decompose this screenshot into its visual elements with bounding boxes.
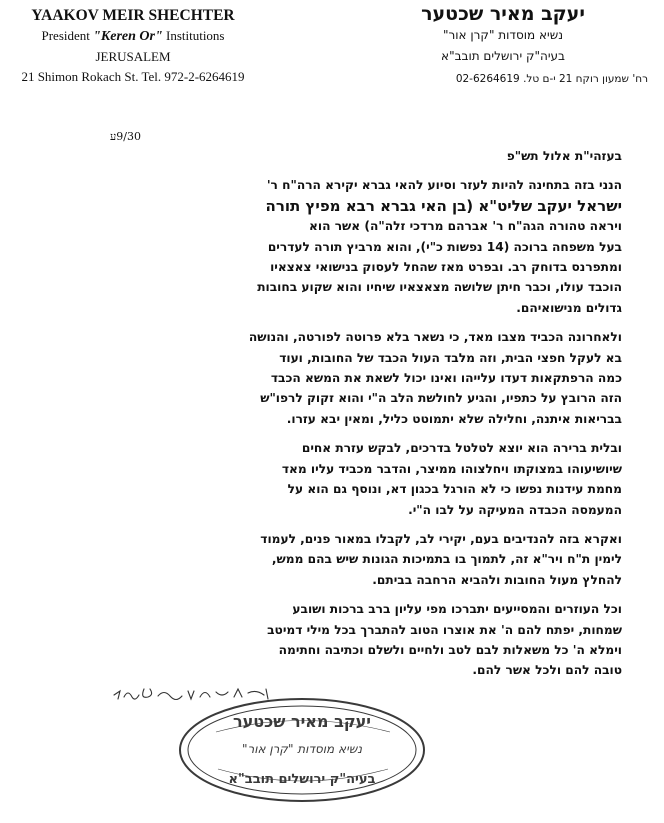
letterhead-hebrew xyxy=(358,4,648,90)
letterhead-title-suffix: Institutions xyxy=(162,28,225,43)
letterhead-name-en: YAAKOV MEIR SHECHTER xyxy=(31,7,235,24)
paragraph-2 xyxy=(64,327,622,429)
letter-line: שמחות, יפתח להם ה' את אוצרו הטוב להתברך בכל מילי דמיטב xyxy=(267,622,622,637)
paragraph-3 xyxy=(64,438,622,520)
letter-line: הוכבד עולו, וכבר חיתן שלושה מצאצאיו שיחיו והוא שקוע בחובות xyxy=(257,280,622,295)
letter-line: בעל משפחה ברוכה (14 נפשות כ"י), והוא מרביץ תורה לעדרים xyxy=(267,239,622,254)
letter-line: מחמת עידנות נפשו כי לא הורגל בכגון דא, ונוסף גם הוא על xyxy=(287,482,622,497)
letter-line: ויראה טהורה הגה"ח ר' אברהם מרדכי זלה"ה) אשר הוא xyxy=(309,219,622,234)
letter-line: ולאחרונה הכביד מצבו מאד, כי נשאר בלא פרוטה לפורטה, והנושה xyxy=(248,330,622,345)
letterhead-name-he: יעקב מאיר שכטער xyxy=(421,3,585,25)
oval-stamp xyxy=(176,695,428,805)
letterhead-city-he: בעיה"ק ירושלים תובב"א xyxy=(441,49,565,63)
letter-line: בבריאות איתנה, וחלילה שלא יתמוטט כליל, ומאין יבא עזרו. xyxy=(286,411,622,426)
letterhead-title-he: נשיא מוסדות "קרן אור" xyxy=(442,28,564,42)
letterhead-title-en xyxy=(8,26,258,47)
letter-line: ומתפרנס בדוחק רב. ובפרט מאז שהחל לעסוק בנישואי צאצאיו xyxy=(270,260,622,275)
letter-line: ובלית ברירה הוא יוצא לטלטל בדרכים, לבקש עזרת אחים xyxy=(301,441,622,456)
stamp-line-3: בעיה"ק ירושלים תובב"א xyxy=(228,772,376,787)
letter-line: גדולים מנישואיהם. xyxy=(516,300,622,315)
letter-line: כמה הרפתקאות דעדו עלייהו ואינו יכול לשאת את המשא הכבד xyxy=(270,371,622,386)
letterhead-address-en: 21 Shimon Rokach St. Tel. 972-2-6264619 xyxy=(21,69,245,84)
letterhead-org-name: "Keren Or" xyxy=(93,29,163,44)
stamp-line-2: נשיא מוסדות "קרן אור" xyxy=(241,742,363,756)
letter-line: הנני בזה בתחינה להיות לעזר וסיוע להאי גברא יקירא הרה"ח ר' xyxy=(266,178,622,193)
letter-line: המעמסה הכבדה המעיקה על לבו ה"י. xyxy=(408,502,622,517)
letter-date: בעזהי"ת אלול תש"פ xyxy=(506,149,622,163)
letter-line: ישראל יעקב שליט"א (בן האי גברא רבא מפיץ תורה xyxy=(265,196,622,215)
letter-date-line xyxy=(64,146,622,166)
letterhead-address-he: רח' שמעון רוקח 21 י-ם טל. 02-6264619 xyxy=(455,73,648,85)
letterhead-city-en: JERUSALEM xyxy=(95,49,171,64)
letter-line: בא לעקל חפצי הבית, וזה מלבד העול הכבד של החובות, ועוד xyxy=(279,350,622,365)
paragraph-1 xyxy=(64,175,622,318)
letterhead-english xyxy=(8,6,258,87)
letter-body xyxy=(64,146,622,690)
letter-line: וימלא ה' כל משאלות לבם לטב ולחיים ולשלם וכתיבה וחתימה xyxy=(278,642,622,657)
paragraph-5 xyxy=(64,599,622,681)
letterhead-title-prefix: President xyxy=(41,28,94,43)
letter-line: טובה להם ולכל אשר להם. xyxy=(472,663,622,678)
letter-line: וכל העוזרים והמסייעים יתברכו מפי עליון ברב ברכות ושובע xyxy=(292,602,622,617)
letter-line: ואקרא בזה להנדיבים בעם, יקירי לב, לקבלו במאור פנים, לעמוד xyxy=(260,531,622,546)
letter-line: לימין ת"ח ויר"א זה, לתמוך בו בתמיכות הגונות שיש בהם ממש, xyxy=(271,552,622,567)
letter-line: שיושיעוהו במצוקתו ויחלצוהו ממיצר, והדבר מכביד עליו מאד xyxy=(281,461,622,476)
letter-line: להחלץ מעול החובות ולהביא הרחבה בביתם. xyxy=(372,572,622,587)
letter-line: הזה הרובץ על כתפיו, והגיע לחולשת הלב ה"י והוא זקוק לרפו"ש xyxy=(260,391,622,406)
stamp-line-1: יעקב מאיר שכטער xyxy=(233,712,371,731)
paragraph-4 xyxy=(64,529,622,590)
file-number: 9/30ע xyxy=(110,130,141,143)
